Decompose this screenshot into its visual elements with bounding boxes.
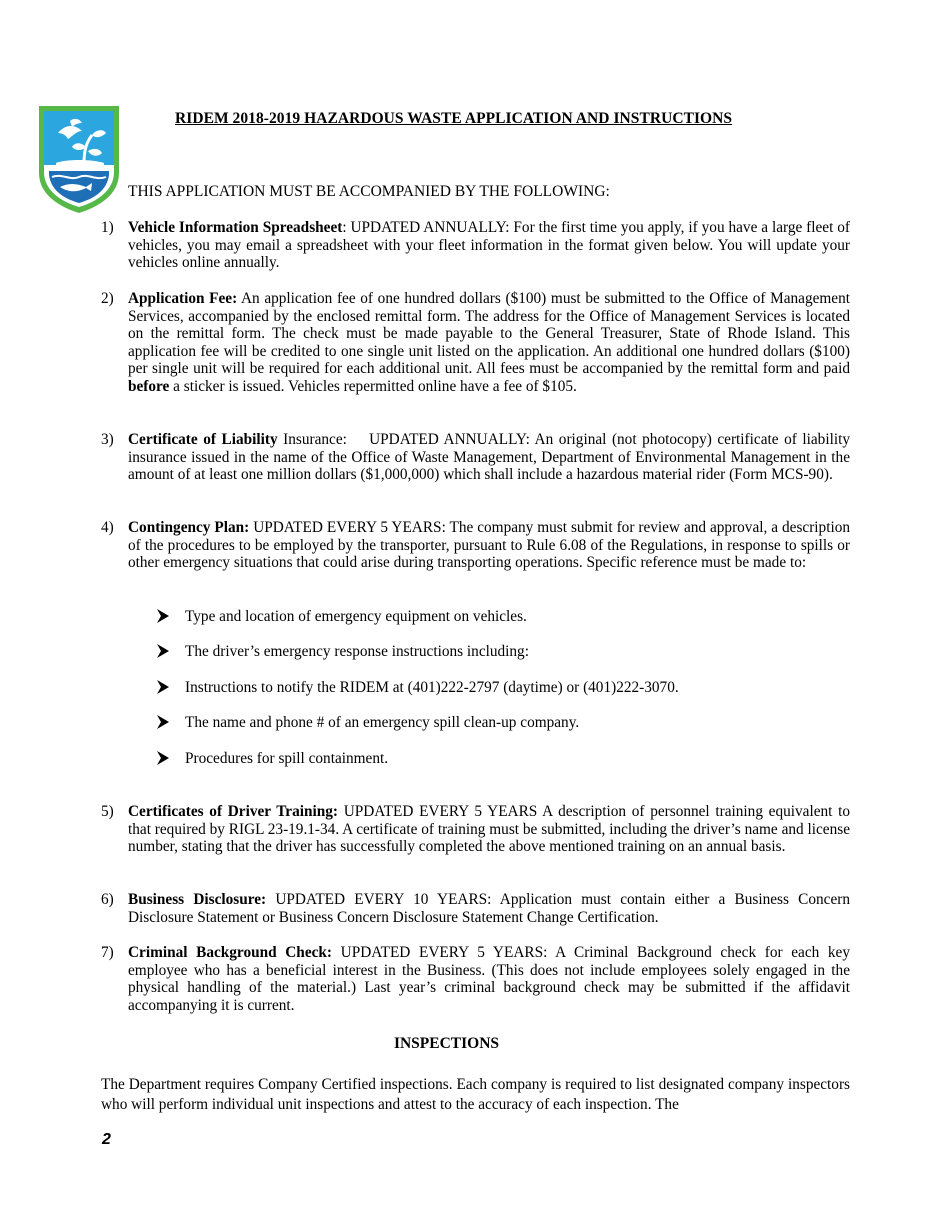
inspections-heading: INSPECTIONS xyxy=(393,1035,500,1052)
item-heading: Criminal Background Check: xyxy=(128,944,332,961)
item-heading: Certificate of Liability xyxy=(128,431,278,448)
bullet-text: Instructions to notify the RIDEM at (401)222-2797 (daytime) or (401)222-3070. xyxy=(185,679,679,696)
item-heading: Business Disclosure: xyxy=(128,891,267,908)
item-number: 6) xyxy=(101,891,114,908)
item-number: 7) xyxy=(101,944,114,961)
item-number: 4) xyxy=(101,519,114,536)
document-title: RIDEM 2018-2019 HAZARDOUS WASTE APPLICATION AND INSTRUCTIONS xyxy=(175,110,733,127)
bullet-item xyxy=(157,643,529,661)
item-text: An application fee of one hundred dollars ($100) must be submitted to the Office of Management Services, accompanied by the enclosed remittal form. The address for the Office of Management Services is located on the remittal form. The check must be made payable to the General Treasurer, State of Rhode Island. This application fee will be credited to one single unit listed on the application. An additional one hundred dollars ($100) per single unit will be required for each additional unit. All fees must be accompanied by the remittal form and paid xyxy=(128,290,850,378)
bullet-item xyxy=(157,679,679,697)
bullet-text: Procedures for spill containment. xyxy=(185,750,389,767)
item-number: 3) xyxy=(101,431,114,448)
item-number: 1) xyxy=(101,219,114,236)
inspections-paragraph: The Department requires Company Certified inspections. Each company is required to list designated company inspectors who will perform individual unit inspections and attest to the accuracy of each inspection. The xyxy=(101,1076,850,1113)
list-item-2 xyxy=(101,290,850,396)
arrowhead-bullet-icon xyxy=(157,751,169,765)
item-text: UPDATED EVERY 5 YEARS: A Criminal Background check for each key employee who has a beneficial interest in the Business. (This does not include employees solely engaged in the physical handling of the material.) Last year’s criminal background check may be submitted if the affidavit accompanying it is current. xyxy=(128,944,850,1014)
item-text: UPDATED EVERY 5 YEARS A description of personnel training equivalent to that required by RIGL 23-19.1-34. A certificate of training must be submitted, including the driver’s name and license number, stating that the driver has successfully completed the above mentioned training on an annual basis. xyxy=(128,803,850,856)
item-heading: Vehicle Information Spreadsheet xyxy=(128,219,343,236)
item-heading: Certificates of Driver Training: xyxy=(128,803,338,820)
list-item-7 xyxy=(101,944,850,1014)
list-item-5 xyxy=(101,803,850,856)
bullet-text: The name and phone # of an emergency spill clean-up company. xyxy=(185,714,580,731)
bullet-item xyxy=(157,608,527,626)
item-text-continued: a sticker is issued. Vehicles repermitted online have a fee of $105. xyxy=(169,377,577,395)
arrowhead-bullet-icon xyxy=(157,609,169,623)
item-emphasis: before xyxy=(128,377,170,395)
item-heading: Application Fee: xyxy=(128,290,238,307)
item-text: UPDATED EVERY 10 YEARS: Application must contain either a Business Concern Disclosure Statement or Business Concern Disclosure Statement Change Certification. xyxy=(128,891,850,926)
bullet-item xyxy=(157,714,579,732)
arrowhead-bullet-icon xyxy=(157,680,169,694)
bullet-text: The driver’s emergency response instructions including: xyxy=(185,643,529,660)
page-number: 2 xyxy=(102,1131,111,1148)
document-subtitle: THIS APPLICATION MUST BE ACCOMPANIED BY THE FOLLOWING: xyxy=(128,183,610,200)
item-heading: Contingency Plan: xyxy=(128,519,250,536)
list-item-1 xyxy=(101,219,850,272)
bullet-item xyxy=(157,750,388,768)
ridem-logo xyxy=(36,103,122,215)
arrowhead-bullet-icon xyxy=(157,715,169,729)
item-number: 5) xyxy=(101,803,114,820)
list-item-4 xyxy=(101,519,850,572)
item-text: UPDATED EVERY 5 YEARS: The company must submit for review and approval, a description of the procedures to be employed by the transporter, pursuant to Rule 6.08 of the Regulations, in response to spills or other emergency situations that could arise during transporting operations. Specific reference must be made to: xyxy=(128,519,850,572)
item-text: Insurance: UPDATED ANNUALLY: An original (not photocopy) certificate of liability insurance issued in the name of the Office of Waste Management, Department of Environmental Management in the amount of at least one million dollars ($1,000,000) which shall include a hazardous material rider (Form MCS-90). xyxy=(128,431,854,484)
item-number: 2) xyxy=(101,290,114,307)
item-text: : UPDATED ANNUALLY: For the first time you apply, if you have a large fleet of vehicles, you may email a spreadsheet with your fleet information in the format given below. You will update your vehicles online annually. xyxy=(128,219,851,272)
list-item-3 xyxy=(101,431,854,484)
bullet-text: Type and location of emergency equipment on vehicles. xyxy=(185,608,527,625)
list-item-6 xyxy=(101,891,850,926)
arrowhead-bullet-icon xyxy=(157,644,169,658)
